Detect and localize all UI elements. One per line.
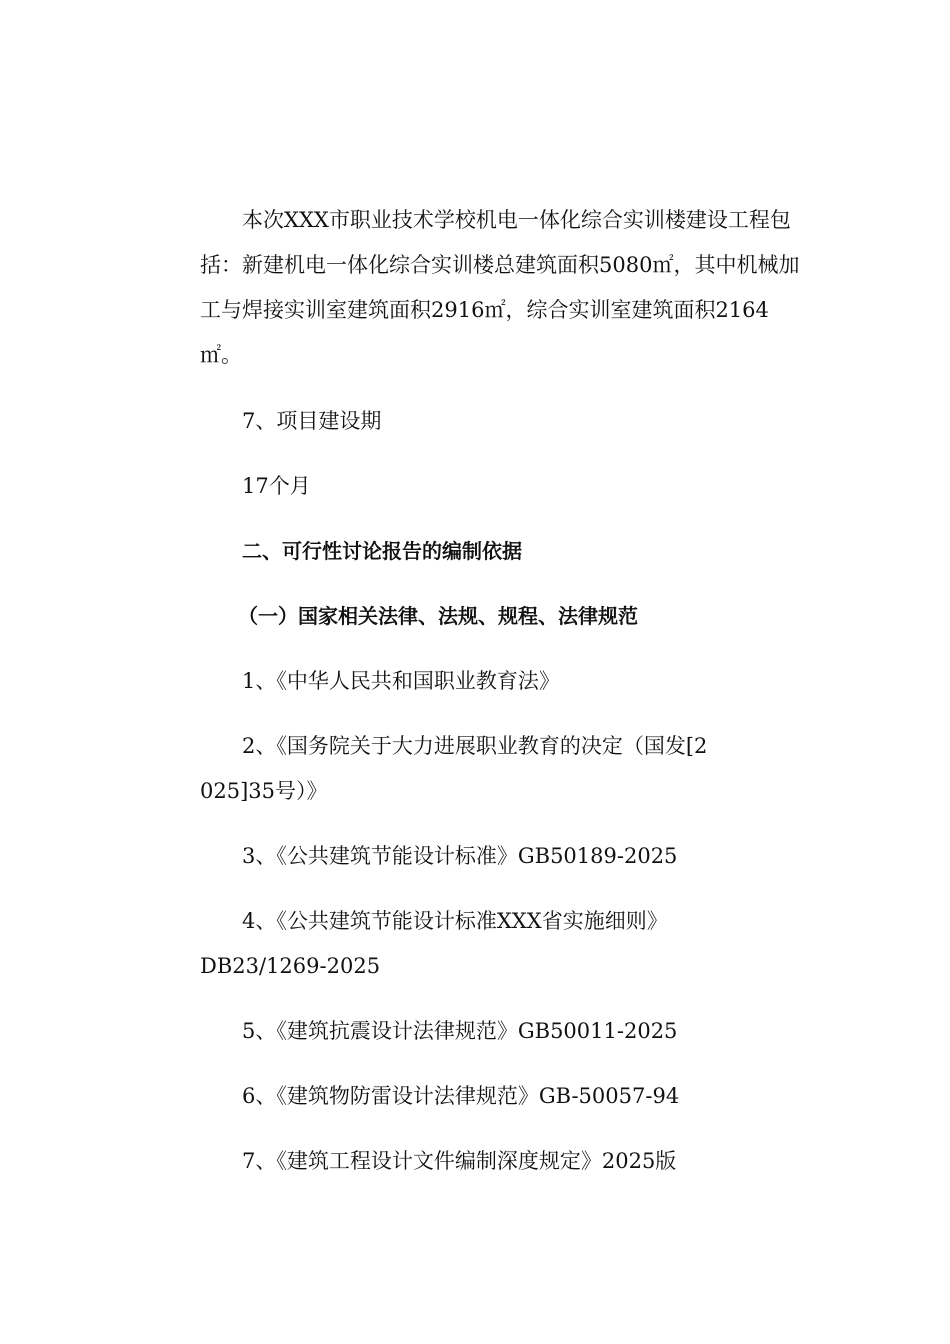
list-item-7: 7、《建筑工程设计文件编制深度规定》2025版 xyxy=(242,1149,677,1173)
subsection-one-heading: （一）国家相关法律、法规、规程、法律规范 xyxy=(238,604,638,628)
construction-period-value: 17个月 xyxy=(242,474,311,498)
list-item-5: 5、《建筑抗震设计法律规范》GB50011-2025 xyxy=(242,1019,678,1043)
list-item-1: 1、《中华人民共和国职业教育法》 xyxy=(242,669,560,693)
list-item-4: 4、《公共建筑节能设计标准XXX省实施细则》DB23/1269-2025 xyxy=(200,909,668,978)
intro-paragraph: 本次XXX市职业技术学校机电一体化综合实训楼建设工程包括：新建机电一体化综合实训楼总建筑面积5080㎡，其中机械加工与焊接实训室建筑面积2916㎡，综合实训室建筑面积2164㎡。 xyxy=(200,208,800,367)
construction-period-title: 7、项目建设期 xyxy=(242,409,382,433)
list-item-2: 2、《国务院关于大力进展职业教育的决定（国发[2025]35号）》 xyxy=(200,734,708,803)
document-body xyxy=(200,198,805,1204)
section-two-heading: 二、可行性讨论报告的编制依据 xyxy=(242,539,522,563)
list-item-6: 6、《建筑物防雷设计法律规范》GB-50057-94 xyxy=(242,1084,680,1108)
list-item-3: 3、《公共建筑节能设计标准》GB50189-2025 xyxy=(242,844,678,868)
